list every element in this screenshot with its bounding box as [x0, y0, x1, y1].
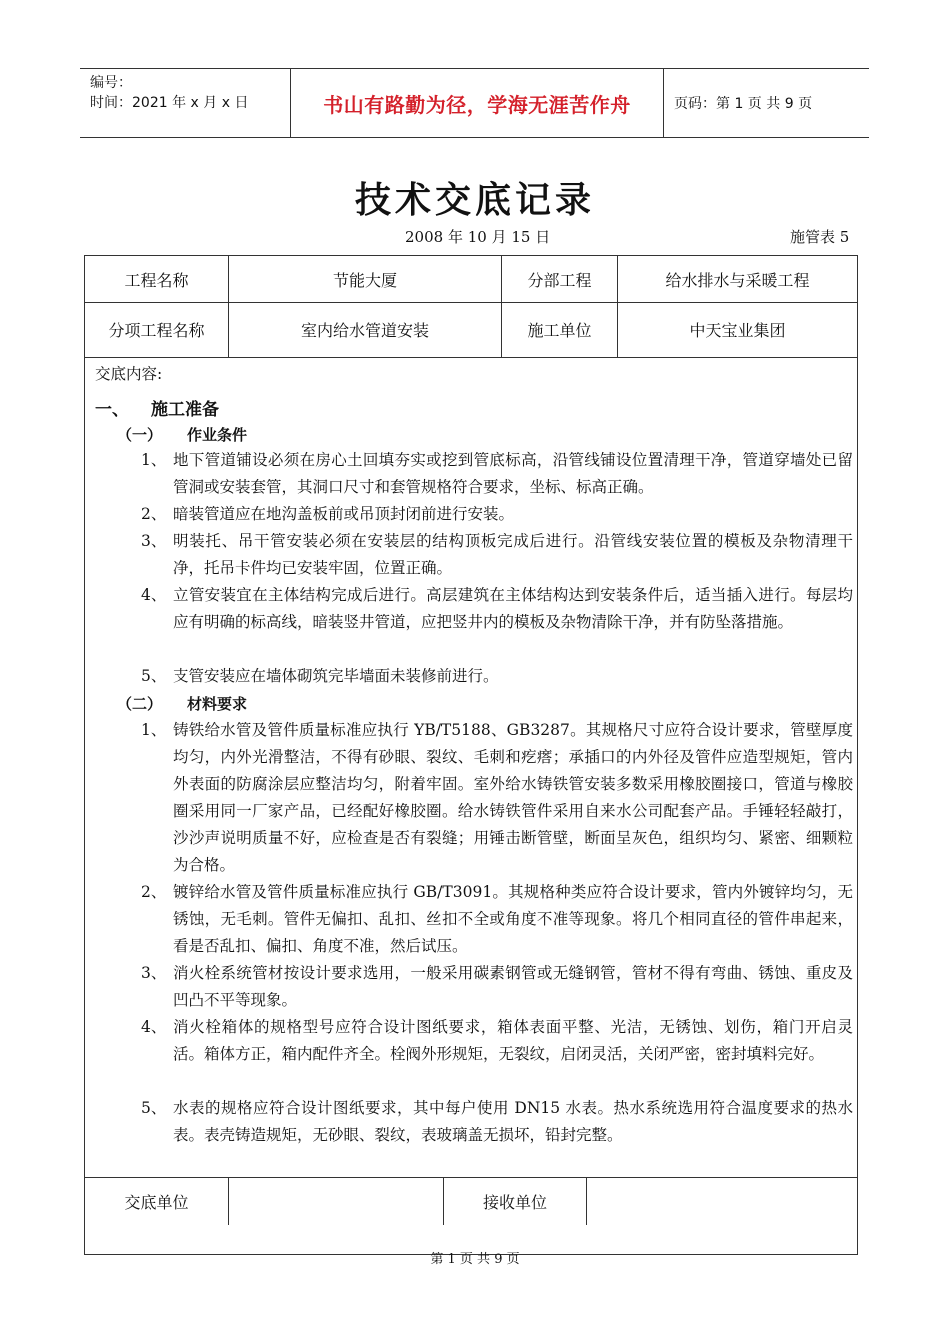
list-item [141, 663, 853, 690]
content-label: 交底内容: [95, 365, 163, 383]
form-number: 施管表 5 [790, 228, 850, 246]
sub-2-title: 材料要求 [187, 695, 248, 713]
record-table [84, 255, 858, 1255]
item-text: 铸铁给水管及管件质量标准应执行 YB/T5188、GB3287。其规格尺寸应符合设计要求，管壁厚度均匀，内外光滑整洁，不得有砂眼、裂纹、毛刺和疙瘩；承插口的内外径及管件应造型规矩，管内外表面的防腐涂层应整洁均匀，附着牢固。室外给水铸铁管安装多数采用橡胶圈接口，管道与橡胶圈采用同一厂家产品，已经配好橡胶圈。给水铸铁管件采用自来水公司配套产品。手锤轻轻敲打，沙沙声说明质量不好，应检查是否有裂缝；用锤击断管壁，断面呈灰色，组织均匀、紧密、细颗粒为合格。 [173, 721, 853, 874]
project-name-value: 节能大厦 [229, 256, 502, 302]
subitem-value: 室内给水管道安装 [229, 302, 502, 357]
issuer-value [229, 1177, 444, 1225]
list-item [141, 879, 853, 960]
list-item [141, 582, 853, 636]
contractor-label: 施工单位 [502, 302, 618, 357]
item-number: 4、 [141, 1018, 167, 1036]
sign-row [85, 1177, 857, 1225]
info-row-2 [85, 302, 857, 358]
content-area [85, 357, 857, 1178]
section-1-number: 一、 [95, 400, 129, 420]
issuer-label: 交底单位 [85, 1177, 229, 1225]
item-text: 镀锌给水管及管件质量标准应执行 GB/T3091。其规格种类应符合设计要求，管内外镀锌均匀，无锈蚀，无毛刺。管件无偏扣、乱扣、丝扣不全或角度不准等现象。将几个相同直径的管件串起来，看是否乱扣、偏扣、角度不准，然后试压。 [173, 883, 853, 955]
sub-1-title: 作业条件 [187, 426, 248, 444]
header-left [80, 69, 291, 137]
page-header [80, 68, 869, 138]
header-motto: 书山有路勤为径，学海无涯苦作舟 [291, 69, 664, 137]
item-text: 支管安装应在墙体砌筑完毕墙面未装修前进行。 [173, 667, 499, 685]
contractor-value: 中天宝业集团 [689, 321, 786, 340]
list-item [141, 501, 853, 528]
project-name-label: 工程名称 [85, 256, 229, 302]
item-number: 3、 [141, 532, 167, 550]
list-item [141, 1014, 853, 1068]
item-number: 2、 [141, 505, 167, 523]
list-item [141, 447, 853, 501]
document-title: 技术交底记录 [354, 180, 595, 221]
item-number: 5、 [141, 667, 167, 685]
item-number: 2、 [141, 883, 167, 901]
item-text: 明装托、吊干管安装必须在安装层的结构顶板完成后进行。沿管线安装位置的模板及杂物清理干净，托吊卡件均已安装牢固，位置正确。 [173, 532, 853, 577]
division-value: 给水排水与采暖工程 [665, 270, 810, 290]
page-footer: 第 1 页 共 9 页 [430, 1252, 520, 1267]
item-text: 消火栓箱体的规格型号应符合设计图纸要求，箱体表面平整、光洁，无锈蚀、划伤，箱门开启灵活。箱体方正，箱内配件齐全。栓阀外形规矩，无裂纹，启闭灵活，关闭严密，密封填料完好。 [173, 1018, 853, 1063]
item-number: 3、 [141, 964, 167, 982]
list-item [141, 528, 853, 582]
item-number: 4、 [141, 586, 167, 604]
receiver-label: 接收单位 [444, 1177, 587, 1225]
item-text: 水表的规格应符合设计图纸要求，其中每户使用 DN15 水表。热水系统选用符合温度要求的热水表。表壳铸造规矩，无砂眼、裂纹，表玻璃盖无损坏，铅封完整。 [173, 1099, 853, 1144]
receiver-value [587, 1177, 857, 1225]
list-item [141, 1095, 853, 1149]
subitem-label: 分项工程名称 [85, 302, 229, 357]
item-text: 暗装管道应在地沟盖板前或吊顶封闭前进行安装。 [173, 505, 515, 523]
item-text: 地下管道铺设必须在房心土回填夯实或挖到管底标高，沿管线铺设位置清理干净，管道穿墙处已留管洞或安装套管，其洞口尺寸和套管规格符合要求，坐标、标高正确。 [173, 451, 853, 496]
item-text: 消火栓系统管材按设计要求选用，一般采用碳素钢管或无缝钢管，管材不得有弯曲、锈蚀、重皮及凹凸不平等现象。 [173, 964, 853, 1009]
division-label: 分部工程 [502, 256, 618, 302]
list-item [141, 717, 853, 879]
sub-1-number: （一） [117, 426, 163, 444]
document-date: 2008 年 10 月 15 日 [405, 228, 551, 246]
item-text: 立管安装宜在主体结构完成后进行。高层建筑在主体结构达到安装条件后，适当插入进行。每层均应有明确的标高线，暗装竖井管道，应把竖井内的模板及杂物清除干净，并有防坠落措施。 [173, 586, 853, 631]
item-number: 5、 [141, 1099, 167, 1117]
list-item [141, 960, 853, 1014]
time-label: 时间：2021 年 x 月 x 日 [90, 95, 249, 111]
item-number: 1、 [141, 451, 167, 469]
item-number: 1、 [141, 721, 167, 739]
section-1-title: 施工准备 [151, 400, 219, 420]
number-label: 编号： [90, 75, 132, 91]
info-row-1 [85, 256, 857, 303]
sub-2-number: （二） [117, 695, 163, 713]
header-page-code: 页码：第 1 页 共 9 页 [674, 96, 813, 112]
